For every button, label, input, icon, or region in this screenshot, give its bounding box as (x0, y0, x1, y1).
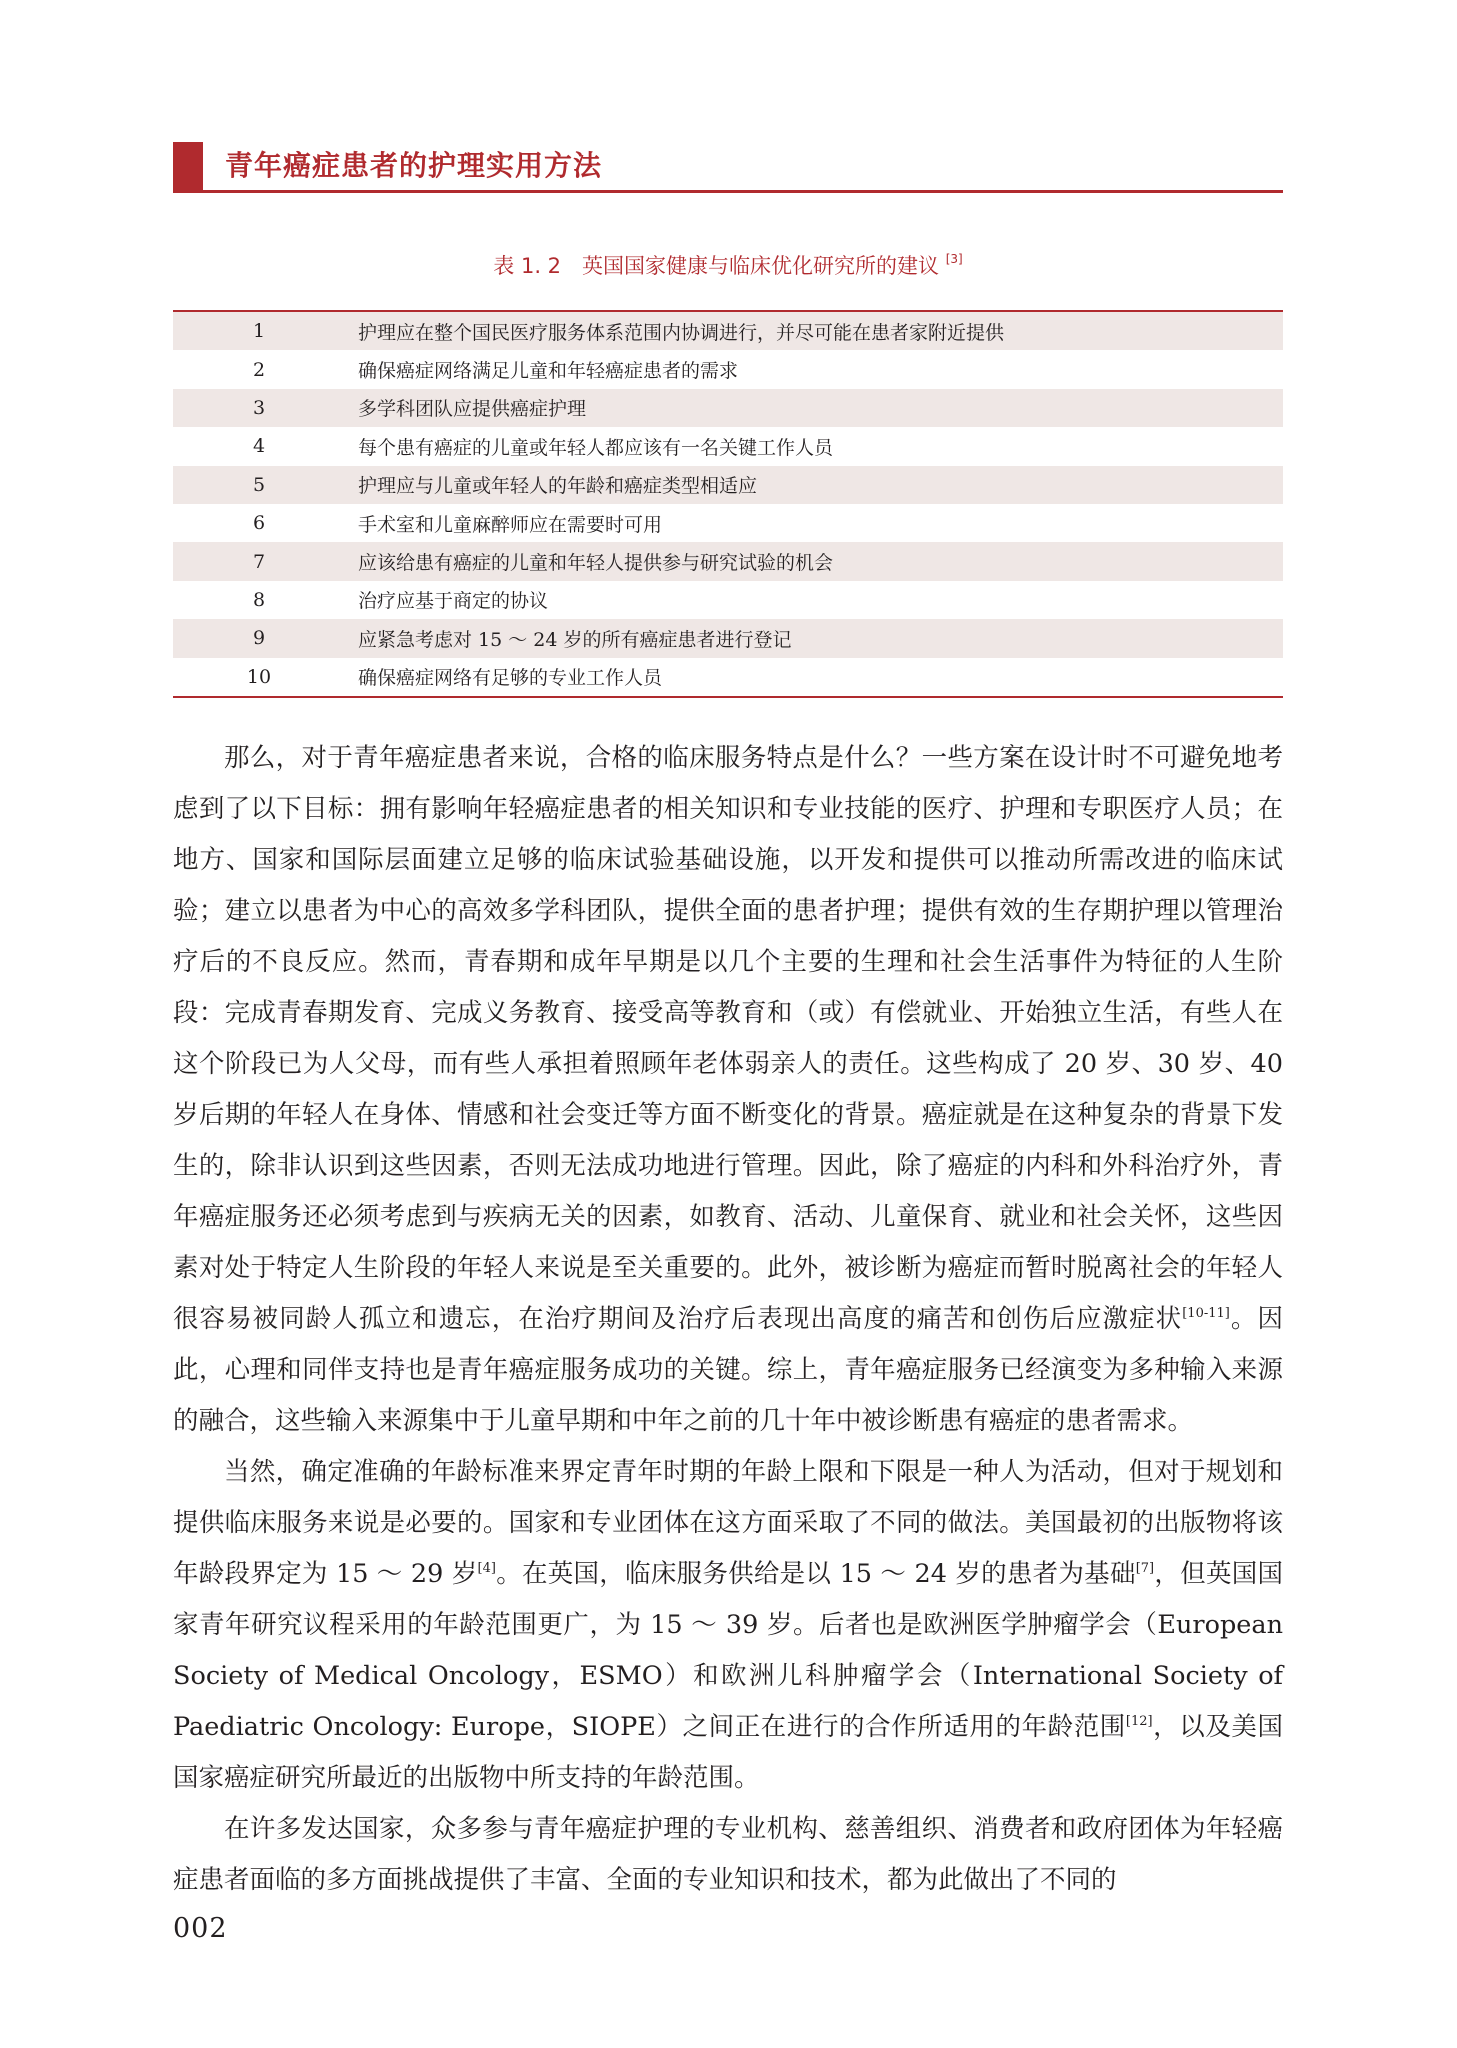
paragraph-3 (173, 1804, 1283, 1906)
table-row (173, 542, 1283, 580)
row-number: 5 (173, 466, 335, 504)
running-header-title: 青年癌症患者的护理实用方法 (225, 149, 603, 182)
paragraph-3-text: 在许多发达国家，众多参与青年癌症护理的专业机构、慈善组织、消费者和政府团体为年轻癌症患者面临的多方面挑战提供了丰富、全面的专业知识和技术，都为此做出了不同的 (173, 1814, 1283, 1895)
table-caption-reference: [3] (945, 252, 963, 266)
header-accent-bar (173, 142, 203, 190)
page-number: 002 (173, 1913, 228, 1944)
row-recommendation: 应紧急考虑对 15 ～ 24 岁的所有癌症患者进行登记 (335, 619, 1283, 657)
table-row (173, 504, 1283, 542)
paragraph-1-citation: [10-11] (1182, 1305, 1230, 1321)
table-row (173, 658, 1283, 697)
paragraph-2-part-c: ，但英国国家青年研究议程采用的年龄范围更广，为 15 ～ 39 岁。后者也是欧洲医学肿瘤学会（European Society of Medical Oncology，ESMO）和欧洲儿科肿瘤学会（International Society of Paediatric Oncology: Europe，SIOPE）之间正在进行的合作所适用的年龄范围 (173, 1559, 1283, 1742)
body-text (173, 733, 1283, 1906)
row-number: 8 (252, 588, 266, 611)
table-caption-text: 表 1. 2 英国国家健康与临床优化研究所的建议 (493, 254, 940, 278)
recommendations-table (173, 310, 1283, 698)
paragraph-1 (173, 733, 1283, 1447)
table-row (173, 350, 1283, 388)
table-row (173, 581, 1283, 619)
paragraph-2-citation-1: [4] (477, 1560, 496, 1576)
recommendations-table-body (173, 311, 1283, 697)
row-recommendation: 治疗应基于商定的协议 (358, 590, 549, 613)
paragraph-2-citation-2: [7] (1135, 1560, 1155, 1576)
paragraph-1-part-a: 那么，对于青年癌症患者来说，合格的临床服务特点是什么？一些方案在设计时不可避免地考虑到了以下目标：拥有影响年轻癌症患者的相关知识和专业技能的医疗、护理和专职医疗人员；在地方、国家和国际层面建立足够的临床试验基础设施，以开发和提供可以推动所需改进的临床试验；建立以患者为中心的高效多学科团队，提供全面的患者护理；提供有效的生存期护理以管理治疗后的不良反应。然而，青春期和成年早期是以几个主要的生理和社会生活事件为特征的人生阶段：完成青春期发育、完成义务教育、接受高等教育和（或）有偿就业、开始独立生活，有些人在这个阶段已为人父母，而有些人承担着照顾年老体弱亲人的责任。这些构成了 20 岁、30 岁、40 岁后期的年轻人在身体、情感和社会变迁等方面不断变化的背景。癌症就是在这种复杂的背景下发生的，除非认识到这些因素，否则无法成功地进行管理。因此，除了癌症的内科和外科治疗外，青年癌症服务还必须考虑到与疾病无关的因素，如教育、活动、儿童保育、就业和社会关怀，这些因素对处于特定人生阶段的年轻人来说是至关重要的。此外，被诊断为癌症而暂时脱离社会的年轻人很容易被同龄人孤立和遗忘，在治疗期间及治疗后表现出高度的痛苦和创伤后应激症状 (173, 743, 1283, 1334)
paragraph-2-part-d: ，以及美国国家癌症研究所最近的出版物中所支持的年龄范围。 (173, 1712, 1283, 1793)
row-recommendation: 确保癌症网络满足儿童和年轻癌症患者的需求 (358, 360, 739, 383)
paragraph-1-part-b: 。因此，心理和同伴支持也是青年癌症服务成功的关键。综上，青年癌症服务已经演变为多种输入来源的融合，这些输入来源集中于儿童早期和中年之前的几十年中被诊断患有癌症的患者需求。 (173, 1304, 1283, 1436)
row-number: 3 (173, 389, 335, 427)
row-recommendation: 多学科团队应提供癌症护理 (335, 389, 1283, 427)
table-row (173, 311, 1283, 350)
paragraph-2-part-b: 。在英国，临床服务供给是以 15 ～ 24 岁的患者为基础 (495, 1559, 1136, 1589)
row-number: 2 (252, 358, 266, 381)
running-header (173, 140, 1283, 194)
table-row (173, 466, 1283, 504)
row-recommendation: 确保癌症网络有足够的专业工作人员 (358, 667, 663, 690)
row-recommendation: 护理应与儿童或年轻人的年龄和癌症类型相适应 (335, 466, 1283, 504)
row-recommendation: 应该给患有癌症的儿童和年轻人提供参与研究试验的机会 (335, 542, 1283, 580)
row-number: 10 (246, 665, 272, 688)
paragraph-2 (173, 1447, 1283, 1804)
row-recommendation: 每个患有癌症的儿童或年轻人都应该有一名关键工作人员 (358, 436, 834, 459)
table-row (173, 389, 1283, 427)
table-row (173, 619, 1283, 657)
table-caption (173, 250, 1283, 280)
row-recommendation: 护理应在整个国民医疗服务体系范围内协调进行，并尽可能在患者家附近提供 (335, 311, 1283, 350)
header-rule (173, 190, 1283, 193)
row-number: 4 (252, 435, 266, 458)
paragraph-2-part-a: 当然，确定准确的年龄标准来界定青年时期的年龄上限和下限是一种人为活动，但对于规划和提供临床服务来说是必要的。国家和专业团体在这方面采取了不同的做法。美国最初的出版物将该年龄段界定为 15 ～ 29 岁 (173, 1457, 1283, 1589)
row-number: 6 (252, 512, 266, 535)
row-number: 9 (173, 619, 335, 657)
paragraph-2-citation-3: [12] (1125, 1713, 1153, 1729)
row-number: 1 (173, 311, 335, 350)
table-row (173, 427, 1283, 465)
row-recommendation: 手术室和儿童麻醉师应在需要时可用 (358, 513, 663, 536)
row-number: 7 (173, 542, 335, 580)
